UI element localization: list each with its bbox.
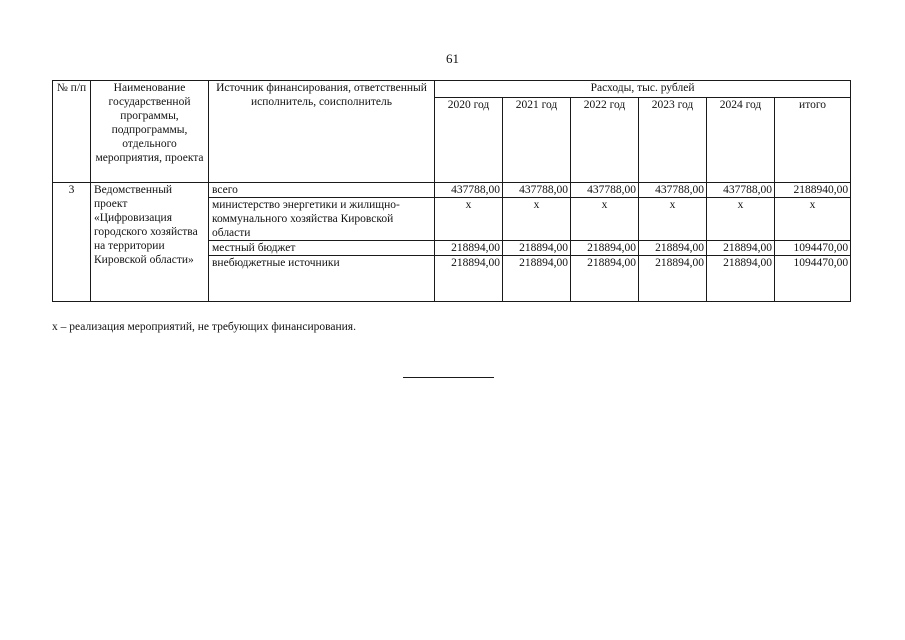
cell-value: x [775, 198, 851, 241]
cell-value: 218894,00 [639, 241, 707, 256]
project-name: Ведомственный проект «Цифровизация городского хозяйства на территории Кировской области» [91, 183, 209, 302]
footnote: x – реализация мероприятий, не требующих финансирования. [52, 321, 356, 333]
header-year-2023: 2023 год [639, 98, 707, 183]
table-row [53, 183, 851, 198]
cell-value: 1094470,00 [775, 256, 851, 302]
project-num: 3 [53, 183, 91, 302]
row-source: всего [209, 183, 435, 198]
cell-value: 218894,00 [503, 241, 571, 256]
row-source: внебюджетные источники [209, 256, 435, 302]
header-source: Источник финансирования, ответственный исполнитель, соисполнитель [209, 81, 435, 183]
header-year-2022: 2022 год [571, 98, 639, 183]
cell-value: 218894,00 [571, 256, 639, 302]
cell-value: 218894,00 [707, 256, 775, 302]
cell-value: x [639, 198, 707, 241]
header-num: № п/п [53, 81, 91, 183]
cell-value: 218894,00 [503, 256, 571, 302]
cell-value: x [503, 198, 571, 241]
row-source: местный бюджет [209, 241, 435, 256]
row-source: министерство энергетики и жилищно-коммунального хозяйства Кировской области [209, 198, 435, 241]
cell-value: 437788,00 [707, 183, 775, 198]
cell-value: 1094470,00 [775, 241, 851, 256]
header-expenses: Расходы, тыс. рублей [435, 81, 851, 98]
cell-value: 437788,00 [571, 183, 639, 198]
cell-value: 437788,00 [435, 183, 503, 198]
cell-value: 218894,00 [639, 256, 707, 302]
cell-value: 437788,00 [639, 183, 707, 198]
budget-table [52, 80, 851, 302]
cell-value: x [435, 198, 503, 241]
cell-value: x [707, 198, 775, 241]
cell-value: 218894,00 [707, 241, 775, 256]
end-divider [403, 377, 494, 378]
cell-value: 218894,00 [435, 241, 503, 256]
cell-value: 218894,00 [435, 256, 503, 302]
header-total: итого [775, 98, 851, 183]
header-name: Наименование государственной программы, подпрограммы, отдельного мероприятия, проекта [91, 81, 209, 183]
header-year-2021: 2021 год [503, 98, 571, 183]
header-year-2024: 2024 год [707, 98, 775, 183]
header-year-2020: 2020 год [435, 98, 503, 183]
cell-value: 218894,00 [571, 241, 639, 256]
page-number: 61 [446, 51, 459, 66]
cell-value: 2188940,00 [775, 183, 851, 198]
cell-value: 437788,00 [503, 183, 571, 198]
cell-value: x [571, 198, 639, 241]
